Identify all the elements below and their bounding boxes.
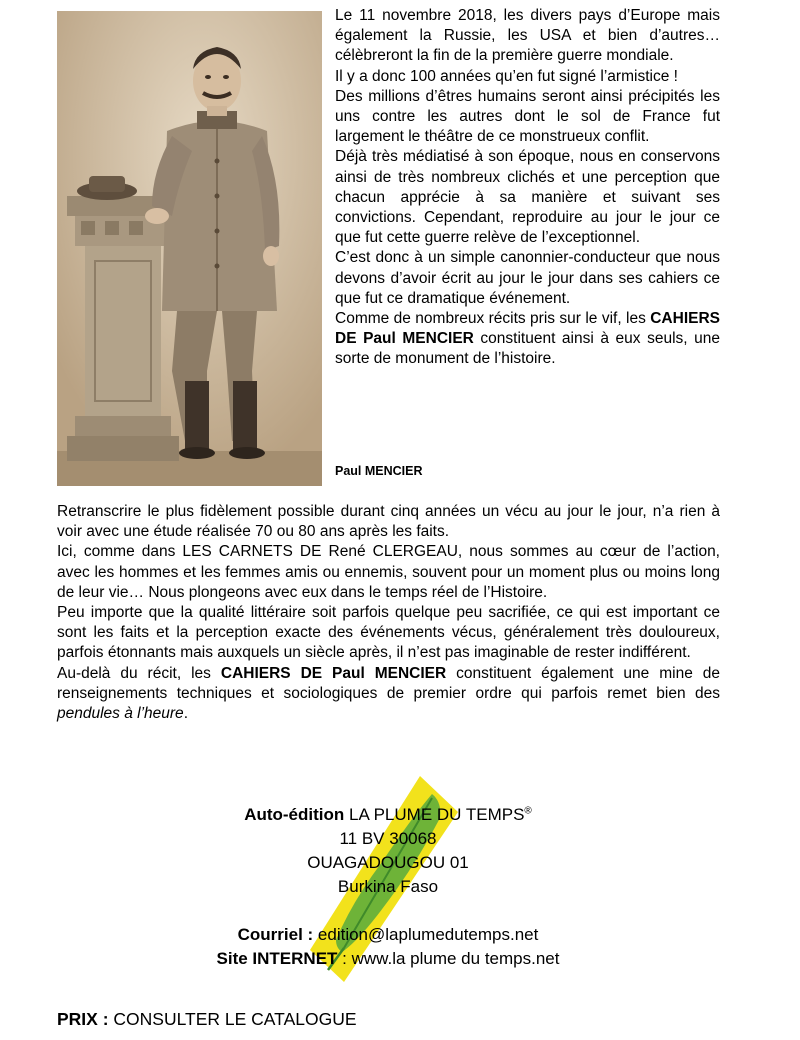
body-paragraph: [57, 664, 720, 725]
email-label: Courriel :: [237, 925, 314, 944]
publisher-name: LA PLUME DU TEMPS: [344, 805, 525, 824]
body-paragraph: Peu importe que la qualité littéraire soit parfois quelque peu sacrifiée, ce qui est important ce sont les faits et la perception exacte des événements vécus, généralement très douloureux, parfois étonnants mais auxquels un siècle après, il n’est pas imaginable de rester indifférent.: [57, 604, 720, 662]
registered-mark: ®: [524, 805, 532, 817]
body-paragraph: Retranscrire le plus fidèlement possible durant cinq années un vécu au jour le jour, n’a rien à voir avec une étude réalisée 70 ou 80 ans après les faits.: [57, 503, 720, 541]
soldier-illustration: [57, 11, 322, 486]
text-segment: constituent également une mine de renseignements techniques et sociologiques de premier ordre qui parfois remet bien des: [57, 664, 721, 702]
publisher-imprint: [0, 803, 776, 971]
website-line: [0, 947, 776, 971]
book-title: CAHIERS DE Paul MENCIER: [220, 664, 447, 682]
photo-caption: Paul MENCIER: [335, 464, 423, 478]
text-segment: .: [183, 705, 188, 723]
email-address[interactable]: edition@laplumedutemps.net: [313, 925, 539, 944]
intro-text: [335, 6, 720, 370]
website-address[interactable]: : www.la plume du temps.net: [337, 949, 560, 968]
address-line: Burkina Faso: [337, 877, 439, 896]
email-line: [0, 923, 776, 947]
intro-paragraph: Le 11 novembre 2018, les divers pays d’Europe mais également la Russie, les USA et bien d’autres… célèbreront la fin de la première guerre mondiale.: [335, 7, 720, 65]
price-value: CONSULTER LE CATALOGUE: [108, 1009, 357, 1029]
publisher-line: [0, 803, 776, 827]
text-segment: Comme de nombreux récits pris sur le vif, les: [335, 310, 651, 328]
book-title: CAHIERS DE Paul MENCIER: [335, 310, 720, 348]
price-line: [57, 1009, 357, 1030]
text-segment: constituent ainsi à eux seuls, une sorte de monument de l’histoire.: [335, 330, 720, 368]
address-line: OUAGADOUGOU 01: [307, 853, 469, 872]
body-text: [57, 502, 720, 724]
website-label: Site INTERNET: [216, 949, 338, 968]
intro-paragraph: C’est donc à un simple canonnier-conducteur que nous devons d’avoir écrit au jour le jour dans ses cahiers ce que fut ce dramatique événement.: [335, 249, 720, 307]
publisher-label: Auto-édition: [244, 805, 345, 824]
portrait-photo: [57, 11, 322, 486]
intro-paragraph: [335, 309, 720, 370]
intro-paragraph: Des millions d’êtres humains seront ainsi précipités les uns contre les autres dont le sol de France fut largement le théâtre de ce monstrueux conflit.: [335, 87, 720, 146]
intro-paragraph: Déjà très médiatisé à son époque, nous en conservons ainsi de très nombreux clichés et une perception que chacun apprécie à sa manière et suivant ses convictions. Cependant, reproduire au jour le jour ce que fut cette guerre relève de l’exceptionnel.: [335, 148, 720, 247]
intro-paragraph: Il y a donc 100 années qu’en fut signé l’armistice !: [335, 67, 678, 85]
text-segment: Au-delà du récit, les: [57, 664, 221, 682]
italic-phrase: pendules à l’heure: [57, 705, 184, 723]
price-label: PRIX :: [57, 1009, 109, 1029]
address-line: 11 BV 30068: [339, 829, 437, 848]
body-paragraph: Ici, comme dans LES CARNETS DE René CLERGEAU, nous sommes au cœur de l’action, avec les hommes et les femmes amis ou ennemis, souvent pour un moment plus ou moins long de leur vie… Nous plongeons avec eux dans le temps réel de l’Histoire.: [57, 543, 720, 601]
